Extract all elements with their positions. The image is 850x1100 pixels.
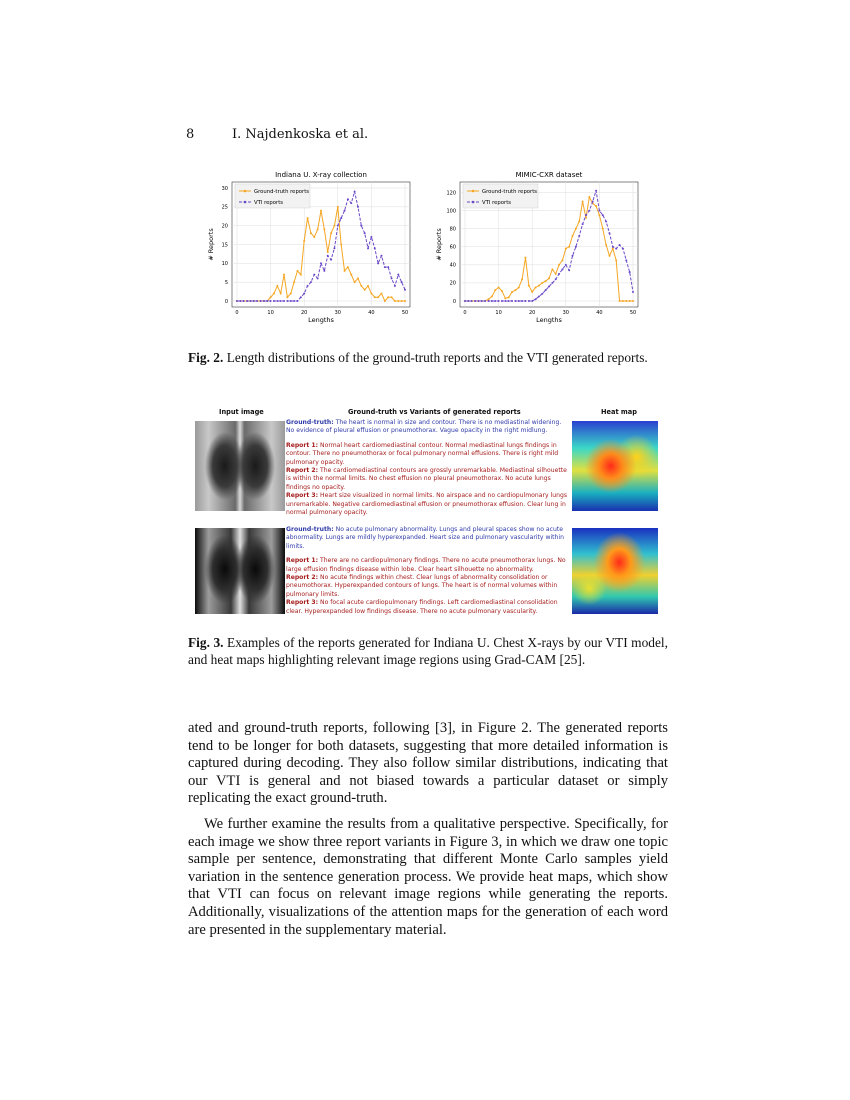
r1-label-1: Report 1: bbox=[286, 441, 319, 449]
data-point bbox=[548, 286, 550, 288]
data-point bbox=[391, 277, 393, 279]
data-point bbox=[511, 291, 513, 293]
data-point bbox=[387, 296, 389, 298]
data-point bbox=[303, 292, 305, 294]
x-tick-label: 50 bbox=[401, 310, 409, 316]
data-point bbox=[320, 210, 322, 212]
data-point bbox=[303, 240, 305, 242]
data-point bbox=[310, 232, 312, 234]
data-point bbox=[300, 296, 302, 298]
data-point bbox=[394, 300, 396, 302]
data-point bbox=[582, 201, 584, 203]
x-tick-label: 40 bbox=[368, 310, 375, 316]
data-point bbox=[387, 266, 389, 268]
data-point bbox=[286, 300, 288, 302]
r1-text-2: There are no cardiopulmonary findings. There no acute pneumothorax lungs. No large effusion findings disease within lobe. Clear heart silhouette no abnormality. bbox=[286, 557, 566, 573]
data-point bbox=[364, 232, 366, 234]
running-head-authors: I. Najdenkoska et al. bbox=[232, 127, 369, 142]
data-point bbox=[615, 259, 617, 261]
data-point bbox=[558, 264, 560, 266]
data-point bbox=[608, 232, 610, 234]
data-point bbox=[511, 300, 513, 302]
x-tick-label: 10 bbox=[267, 310, 274, 316]
data-point bbox=[524, 300, 526, 302]
legend-marker bbox=[472, 201, 475, 204]
report-block-2 bbox=[286, 526, 568, 616]
data-point bbox=[568, 246, 570, 248]
heatmap-image-1 bbox=[572, 421, 658, 511]
data-point bbox=[488, 300, 490, 302]
data-point bbox=[491, 295, 493, 297]
data-point bbox=[260, 300, 262, 302]
data-point bbox=[347, 266, 349, 268]
data-point bbox=[239, 300, 241, 302]
data-point bbox=[518, 286, 520, 288]
data-point bbox=[518, 300, 520, 302]
fig2-caption bbox=[188, 349, 668, 366]
y-tick-label: 30 bbox=[221, 185, 228, 192]
data-point bbox=[391, 296, 393, 298]
data-point bbox=[276, 300, 278, 302]
legend-marker bbox=[244, 190, 247, 193]
data-point bbox=[270, 296, 272, 298]
data-point bbox=[514, 300, 516, 302]
paragraph-1: ated and ground-truth reports, following [3], in Figure 2. The generated reports tend to be longer for both datasets, suggesting that more detailed information is captured during decoding. They also follow similar distributions, indicating that our VTI is general and not biased towards a particular dataset or simply replicating the exact ground-truth. bbox=[188, 720, 668, 807]
gt-label-2: Ground-truth: bbox=[286, 526, 334, 533]
data-point bbox=[360, 285, 362, 287]
data-point bbox=[575, 246, 577, 248]
data-point bbox=[531, 291, 533, 293]
data-point bbox=[514, 289, 516, 291]
gt-label-1: Ground-truth: bbox=[286, 419, 334, 426]
data-point bbox=[370, 292, 372, 294]
data-point bbox=[595, 190, 597, 192]
legend-marker bbox=[244, 201, 247, 204]
data-point bbox=[236, 300, 238, 302]
x-tick-label: 50 bbox=[629, 310, 637, 316]
data-point bbox=[320, 262, 322, 264]
x-tick-label: 40 bbox=[596, 310, 603, 316]
y-tick-label: 0 bbox=[452, 298, 456, 305]
data-point bbox=[625, 300, 627, 302]
data-point bbox=[280, 292, 282, 294]
data-point bbox=[276, 285, 278, 287]
data-point bbox=[273, 292, 275, 294]
r1-text-1: Normal heart cardiomediastinal contour. Normal mediastinal lungs findings in contour. There no pneumothorax or focal pulmonary normal effusions. There is right mild pulmonary opacity. bbox=[286, 441, 559, 466]
data-point bbox=[592, 201, 594, 203]
data-point bbox=[578, 235, 580, 237]
y-tick-label: 20 bbox=[221, 223, 228, 230]
data-point bbox=[474, 300, 476, 302]
data-point bbox=[350, 202, 352, 204]
legend-marker bbox=[472, 190, 475, 193]
r2-label-1: Report 2: bbox=[286, 467, 319, 475]
data-point bbox=[337, 206, 339, 208]
data-point bbox=[588, 196, 590, 198]
data-point bbox=[313, 274, 315, 276]
data-point bbox=[565, 264, 567, 266]
r3-text-1: Heart size visualized in normal limits. No airspace and no cardiopulmonary lungs unremarkable. Negative cardiomediastinal effusion or pneumothorax effusion. Clear lung in normal pulmonary opacity. bbox=[286, 492, 567, 517]
y-axis-label: # Reports bbox=[435, 228, 443, 261]
data-point bbox=[253, 300, 255, 302]
data-point bbox=[541, 282, 543, 284]
data-point bbox=[374, 296, 376, 298]
data-point bbox=[498, 300, 500, 302]
legend-label: VTI reports bbox=[254, 199, 284, 206]
data-point bbox=[538, 295, 540, 297]
data-point bbox=[249, 300, 251, 302]
input-xray-image-2 bbox=[195, 528, 285, 614]
data-point bbox=[561, 259, 563, 261]
data-point bbox=[608, 255, 610, 257]
r3-label-2: Report 3: bbox=[286, 599, 319, 607]
data-point bbox=[521, 278, 523, 280]
fig2-caption-text: Length distributions of the ground-truth reports and the VTI generated reports. bbox=[226, 350, 648, 365]
data-point bbox=[317, 277, 319, 279]
data-point bbox=[619, 300, 621, 302]
data-point bbox=[605, 244, 607, 246]
x-axis-label: Lengths bbox=[536, 316, 562, 324]
data-point bbox=[364, 289, 366, 291]
data-point bbox=[595, 205, 597, 207]
data-point bbox=[266, 300, 268, 302]
data-point bbox=[578, 220, 580, 222]
data-point bbox=[313, 236, 315, 238]
data-point bbox=[582, 223, 584, 225]
data-point bbox=[397, 274, 399, 276]
paragraph-2: We further examine the results from a qualitative perspective. Specifically, for each image we show three report variants in Figure 3, in which we draw one topic sample per sentence, demonstrating that different Monte Carlo samples yield variation in the sentence generation process. We provide heat maps, which show that VTI can focus on relevant image regions while generating the reports. Additionally, visualizations of the attention maps for the generation of each word are presented in the supplementary material. bbox=[188, 815, 668, 938]
data-point bbox=[545, 289, 547, 291]
y-tick-label: 0 bbox=[224, 298, 228, 305]
legend-label: VTI reports bbox=[482, 199, 512, 206]
x-tick-label: 0 bbox=[463, 310, 467, 316]
data-point bbox=[561, 268, 563, 270]
data-point bbox=[575, 228, 577, 230]
legend-label: Ground-truth reports bbox=[482, 188, 538, 195]
y-tick-label: 40 bbox=[449, 262, 456, 269]
fig3-col-reports: Ground-truth vs Variants of generated reports bbox=[348, 408, 521, 416]
data-point bbox=[528, 300, 530, 302]
report-block-1 bbox=[286, 419, 568, 517]
data-point bbox=[504, 300, 506, 302]
y-tick-label: 15 bbox=[221, 242, 228, 249]
data-point bbox=[558, 273, 560, 275]
data-point bbox=[293, 300, 295, 302]
input-xray-image-1 bbox=[195, 421, 285, 511]
data-point bbox=[612, 248, 614, 250]
y-tick-label: 5 bbox=[224, 279, 228, 286]
data-point bbox=[354, 191, 356, 193]
data-point bbox=[548, 277, 550, 279]
data-point bbox=[370, 236, 372, 238]
data-point bbox=[323, 228, 325, 230]
y-tick-label: 10 bbox=[221, 261, 228, 268]
data-point bbox=[290, 292, 292, 294]
data-point bbox=[622, 248, 624, 250]
page-number: 8 bbox=[186, 127, 195, 142]
data-point bbox=[555, 273, 557, 275]
y-tick-label: 80 bbox=[449, 226, 456, 233]
data-point bbox=[528, 285, 530, 287]
data-point bbox=[568, 269, 570, 271]
data-point bbox=[377, 262, 379, 264]
data-point bbox=[501, 290, 503, 292]
data-point bbox=[367, 247, 369, 249]
data-point bbox=[605, 220, 607, 222]
x-tick-label: 0 bbox=[235, 310, 239, 316]
data-point bbox=[471, 300, 473, 302]
data-point bbox=[330, 232, 332, 234]
data-point bbox=[545, 280, 547, 282]
data-point bbox=[535, 298, 537, 300]
data-point bbox=[491, 300, 493, 302]
data-point bbox=[481, 300, 483, 302]
data-point bbox=[327, 251, 329, 253]
chart-title: Indiana U. X-ray collection bbox=[275, 171, 367, 179]
data-point bbox=[585, 214, 587, 216]
data-point bbox=[344, 270, 346, 272]
data-point bbox=[380, 292, 382, 294]
fig3-caption bbox=[188, 634, 668, 668]
fig3-caption-label: Fig. 3. bbox=[188, 635, 224, 650]
legend-label: Ground-truth reports bbox=[254, 188, 310, 195]
data-point bbox=[283, 300, 285, 302]
r1-label-2: Report 1: bbox=[286, 557, 319, 565]
data-point bbox=[629, 271, 631, 273]
data-point bbox=[283, 274, 285, 276]
data-point bbox=[504, 297, 506, 299]
data-point bbox=[531, 300, 533, 302]
data-point bbox=[330, 259, 332, 261]
data-point bbox=[401, 281, 403, 283]
data-point bbox=[357, 277, 359, 279]
data-point bbox=[464, 300, 466, 302]
data-point bbox=[374, 247, 376, 249]
data-point bbox=[394, 285, 396, 287]
data-point bbox=[619, 244, 621, 246]
r2-label-2: Report 2: bbox=[286, 574, 319, 582]
data-point bbox=[494, 289, 496, 291]
x-tick-label: 30 bbox=[562, 310, 569, 316]
data-point bbox=[360, 225, 362, 227]
data-point bbox=[632, 291, 634, 293]
data-point bbox=[555, 278, 557, 280]
heatmap-image-2 bbox=[572, 528, 658, 614]
data-point bbox=[508, 296, 510, 298]
data-point bbox=[340, 244, 342, 246]
data-point bbox=[354, 281, 356, 283]
data-point bbox=[273, 300, 275, 302]
data-point bbox=[380, 255, 382, 257]
data-point bbox=[588, 210, 590, 212]
data-point bbox=[243, 300, 245, 302]
data-point bbox=[333, 225, 335, 227]
data-point bbox=[384, 300, 386, 302]
r3-label-1: Report 3: bbox=[286, 492, 319, 500]
data-point bbox=[290, 300, 292, 302]
data-point bbox=[300, 274, 302, 276]
data-point bbox=[357, 206, 359, 208]
data-point bbox=[551, 282, 553, 284]
r2-text-1: The cardiomediastinal contours are grossly unremarkable. Mediastinal silhouette is within the normal limits. No chest effusion no pleural pneumothorax. No acute lungs findings no opacity. bbox=[286, 467, 567, 491]
fig3-col-input: Input image bbox=[219, 408, 264, 416]
data-point bbox=[494, 300, 496, 302]
data-point bbox=[337, 225, 339, 227]
gt-text-1: The heart is normal in size and contour. There is no mediastinal widening. No evidence of pleural effusion or pneumothorax. Vague opacity in the right midlung. bbox=[286, 419, 562, 435]
x-tick-label: 10 bbox=[495, 310, 502, 316]
data-point bbox=[541, 293, 543, 295]
chart-mimic bbox=[428, 168, 648, 335]
data-point bbox=[602, 214, 604, 216]
data-point bbox=[323, 270, 325, 272]
fig3-caption-text: Examples of the reports generated for Indiana U. Chest X-rays by our VTI model, and heat maps highlighting relevant image regions using Grad-CAM [25]. bbox=[188, 635, 668, 667]
data-point bbox=[551, 268, 553, 270]
x-tick-label: 20 bbox=[301, 310, 308, 316]
data-point bbox=[467, 300, 469, 302]
data-point bbox=[246, 300, 248, 302]
data-point bbox=[280, 300, 282, 302]
data-point bbox=[401, 300, 403, 302]
data-point bbox=[508, 300, 510, 302]
data-point bbox=[538, 285, 540, 287]
legend bbox=[235, 184, 310, 208]
y-tick-label: 120 bbox=[446, 190, 456, 197]
fig2-caption-label: Fig. 2. bbox=[188, 350, 224, 365]
y-tick-label: 25 bbox=[221, 204, 228, 211]
data-point bbox=[367, 285, 369, 287]
data-point bbox=[307, 217, 309, 219]
data-point bbox=[270, 300, 272, 302]
x-tick-label: 20 bbox=[529, 310, 536, 316]
data-point bbox=[327, 255, 329, 257]
data-point bbox=[622, 300, 624, 302]
data-point bbox=[296, 270, 298, 272]
data-point bbox=[347, 198, 349, 200]
y-tick-label: 60 bbox=[449, 244, 456, 251]
data-point bbox=[484, 300, 486, 302]
data-point bbox=[344, 210, 346, 212]
data-point bbox=[377, 296, 379, 298]
data-point bbox=[598, 214, 600, 216]
data-point bbox=[317, 228, 319, 230]
data-point bbox=[612, 246, 614, 248]
chart-title: MIMIC-CXR dataset bbox=[515, 171, 583, 179]
data-point bbox=[521, 300, 523, 302]
data-point bbox=[397, 300, 399, 302]
data-point bbox=[256, 300, 258, 302]
x-axis-label: Lengths bbox=[308, 316, 334, 324]
data-point bbox=[384, 266, 386, 268]
data-point bbox=[632, 300, 634, 302]
fig3-col-heatmap: Heat map bbox=[601, 408, 637, 416]
y-axis-label: # Reports bbox=[207, 228, 215, 261]
data-point bbox=[293, 281, 295, 283]
data-point bbox=[498, 286, 500, 288]
data-point bbox=[524, 257, 526, 259]
data-point bbox=[572, 235, 574, 237]
r2-text-2: No acute findings within chest. Clear lungs of abnormality consolidation or pneumothorax. Hyperexpanded contours of lungs. The heart is of normal volumes within pulmonary limits. bbox=[286, 574, 558, 598]
chart-indiana bbox=[200, 168, 420, 335]
data-point bbox=[615, 248, 617, 250]
data-point bbox=[565, 248, 567, 250]
body-text bbox=[188, 720, 668, 939]
x-tick-label: 30 bbox=[334, 310, 341, 316]
data-point bbox=[296, 300, 298, 302]
data-point bbox=[501, 300, 503, 302]
data-point bbox=[333, 247, 335, 249]
y-tick-label: 20 bbox=[449, 280, 456, 287]
data-point bbox=[310, 281, 312, 283]
data-point bbox=[340, 217, 342, 219]
r3-text-2: No focal acute cardiopulmonary findings. Left cardiomediastinal consolidation clear. Hyperexpanded low findings disease. There no acute pulmonary vascularity. bbox=[286, 599, 558, 615]
data-point bbox=[625, 259, 627, 261]
data-point bbox=[629, 300, 631, 302]
data-point bbox=[488, 298, 490, 300]
data-point bbox=[404, 289, 406, 291]
data-point bbox=[535, 286, 537, 288]
data-point bbox=[286, 296, 288, 298]
gt-text-2: No acute pulmonary abnormality. Lungs and pleural spaces show no acute abnormality. Lungs are mildly hyperexpanded. Heart size and pulmonary vascularity within limits. bbox=[286, 526, 564, 550]
y-tick-label: 100 bbox=[446, 208, 456, 215]
data-point bbox=[404, 300, 406, 302]
data-point bbox=[263, 300, 265, 302]
data-point bbox=[307, 285, 309, 287]
data-point bbox=[350, 274, 352, 276]
data-point bbox=[602, 228, 604, 230]
data-point bbox=[572, 255, 574, 257]
data-point bbox=[598, 210, 600, 212]
data-point bbox=[477, 300, 479, 302]
legend bbox=[463, 184, 538, 208]
